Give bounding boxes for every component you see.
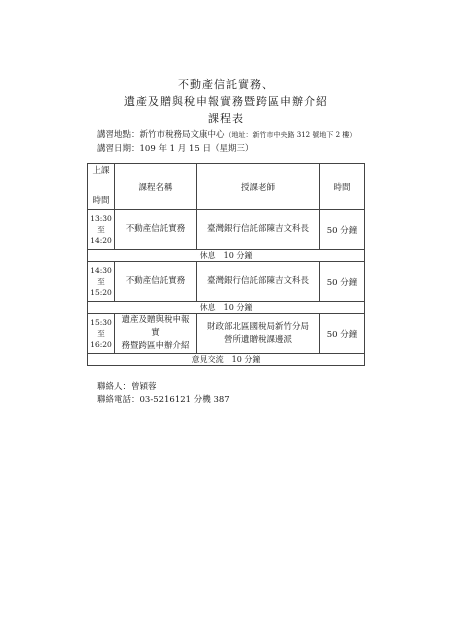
- session-end: 16:20: [90, 340, 112, 349]
- session-teacher: [197, 210, 320, 250]
- session-course: [115, 314, 197, 354]
- course-line: 不動產信託實務: [125, 224, 186, 234]
- session-course: [115, 210, 197, 250]
- title-line-3: 課程表: [208, 112, 244, 125]
- contact-person: [97, 380, 157, 392]
- session-duration: 50 分鐘: [320, 262, 365, 302]
- session-course: [115, 262, 197, 302]
- table-row: [88, 314, 365, 354]
- location-note: （地址：新竹市中央路 312 號地下 2 樓）: [224, 131, 357, 139]
- table-row: [88, 262, 365, 302]
- session-time: [88, 210, 115, 250]
- contact-phone: [97, 393, 230, 405]
- session-duration: 50 分鐘: [320, 314, 365, 354]
- header-teacher: 授課老師: [197, 164, 320, 210]
- session-end: 15:20: [90, 288, 112, 297]
- table-row: [88, 210, 365, 250]
- contact-person-value: 曾穎蓉: [131, 382, 157, 392]
- header-duration: 時間: [320, 164, 365, 210]
- session-sep: 至: [97, 225, 105, 234]
- session-start: 15:30: [90, 318, 112, 327]
- location-value: 新竹市稅務局文康中心: [139, 130, 225, 140]
- info-date: [97, 142, 253, 154]
- header-time-line-1: 上課: [92, 166, 110, 176]
- teacher-line: 臺灣銀行信託部陳吉文科長: [206, 276, 309, 286]
- break-text: 休息 10 分鐘: [88, 302, 365, 314]
- header-time-spacer: [88, 179, 114, 194]
- header-course: 課程名稱: [115, 164, 197, 210]
- schedule-table: [87, 163, 365, 366]
- session-end: 14:20: [90, 236, 112, 245]
- session-time: [88, 262, 115, 302]
- session-start: 13:30: [90, 214, 112, 223]
- date-value: 109 年 1 月 15 日（星期三）: [139, 144, 254, 154]
- session-sep: 至: [97, 329, 105, 338]
- session-time: [88, 314, 115, 354]
- header-time-line-2: 時間: [92, 196, 110, 206]
- title-line-2: 遺產及贈與稅申報實務暨跨區申辦介紹: [124, 95, 328, 108]
- teacher-line: 財政部北區國稅局新竹分局: [206, 321, 309, 332]
- closing-text: 意見交流 10 分鐘: [88, 354, 365, 366]
- contact-phone-label: 聯絡電話：: [97, 395, 140, 405]
- course-line: 遺產及贈與稅申報實: [121, 315, 190, 338]
- document-title: [0, 76, 452, 127]
- course-line: 務暨跨區申辦介紹: [121, 341, 190, 351]
- teacher-line: 營所遺贈稅課邊派: [223, 334, 292, 345]
- course-line: 不動產信託實務: [125, 276, 186, 286]
- session-teacher: [197, 314, 320, 354]
- date-label: 講習日期：: [97, 144, 140, 154]
- table-header-row: [88, 164, 365, 210]
- break-text: 休息 10 分鐘: [88, 250, 365, 262]
- session-duration: 50 分鐘: [320, 210, 365, 250]
- session-teacher: [197, 262, 320, 302]
- closing-row: [88, 354, 365, 366]
- title-line-1: 不動產信託實務、: [178, 78, 274, 91]
- contact-phone-value: 03-5216121 分機 387: [139, 395, 230, 405]
- session-sep: 至: [97, 277, 105, 286]
- break-row: [88, 302, 365, 314]
- location-label: 講習地點：: [97, 130, 140, 140]
- contact-person-label: 聯絡人：: [97, 382, 132, 392]
- teacher-line: 臺灣銀行信託部陳吉文科長: [206, 224, 309, 234]
- info-location: [97, 128, 356, 140]
- header-time: [88, 164, 115, 210]
- break-row: [88, 250, 365, 262]
- session-start: 14:30: [90, 266, 112, 275]
